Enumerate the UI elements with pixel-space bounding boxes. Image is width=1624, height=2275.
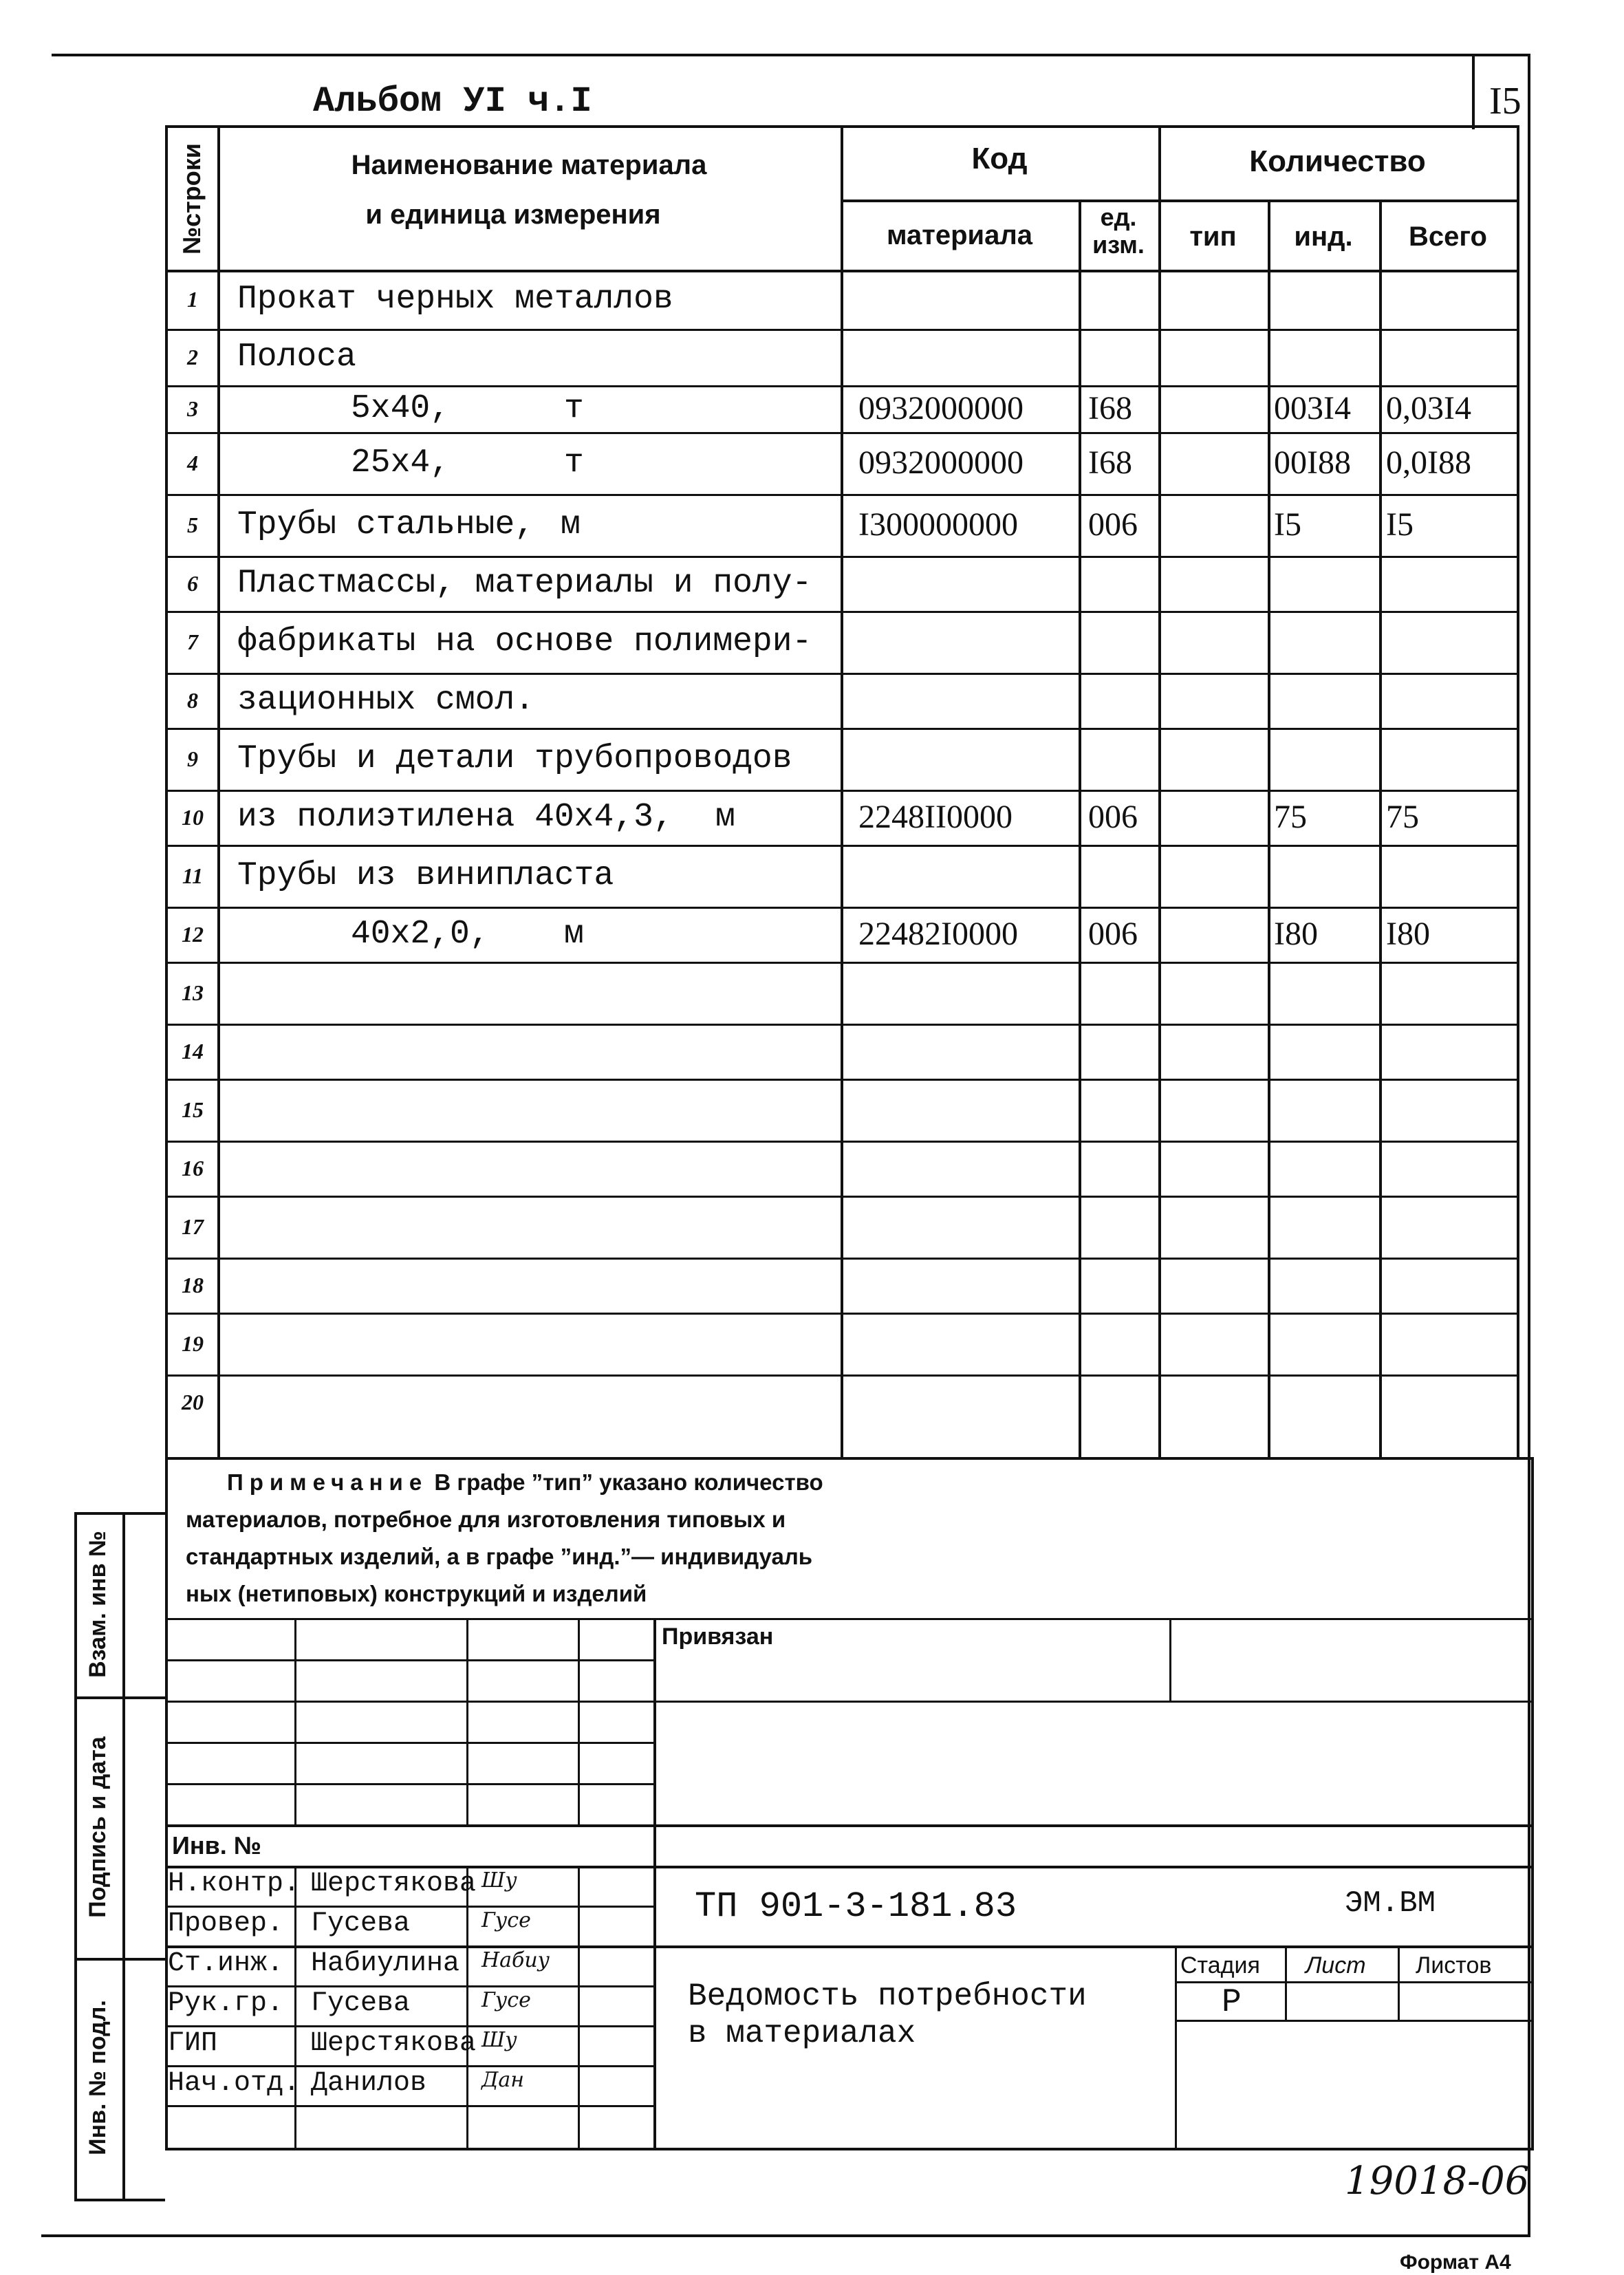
sheet-label: Лист	[1306, 1952, 1366, 1979]
row-number: 16	[182, 1156, 204, 1180]
row-divider	[165, 329, 1519, 331]
row-number: 6	[187, 571, 198, 596]
qty-ind: 00I88	[1274, 444, 1351, 481]
stage-left	[1175, 1945, 1177, 2148]
note-prefix: Примечание	[227, 1469, 429, 1495]
code-group-header: Код	[971, 142, 1028, 175]
role-person: Гусева	[311, 1988, 411, 2019]
name-header-line1: Наименование материала	[351, 150, 707, 180]
privyazan-label: Привязан	[662, 1624, 774, 1650]
material-name: Трубы из винипласта	[237, 857, 614, 894]
stamp-v4	[653, 1618, 656, 2150]
stamp-v3	[578, 1618, 580, 1824]
stage-value: Р	[1222, 1984, 1242, 2021]
qty-group-header: Количество	[1249, 144, 1426, 178]
document-title-line1: Ведомость потребности	[688, 1979, 1087, 2014]
album-title: Альбом УI ч.I	[313, 81, 592, 122]
stamp-h3	[165, 1742, 653, 1744]
role-person: Шерстякова	[311, 2028, 477, 2059]
row-divider	[165, 1374, 1519, 1377]
row-divider	[165, 1024, 1519, 1026]
frame-bottom	[41, 2234, 1530, 2237]
col-sep-code	[1079, 200, 1081, 1460]
note-block	[186, 1464, 1217, 1613]
header-sub	[841, 200, 1519, 202]
row-number: 2	[187, 345, 198, 369]
note-line-3: стандартных изделий, а в графе ”инд.”— индивидуаль	[186, 1544, 813, 1569]
note-line-2: материалов, потребное для изготовления типовых и	[186, 1507, 786, 1532]
qty-total-header: Всего	[1409, 222, 1487, 252]
material-name-unit: т	[564, 444, 584, 482]
qty-type-header: тип	[1189, 222, 1237, 252]
stage-h1	[1175, 1981, 1531, 1983]
row-number: 4	[187, 451, 198, 475]
qty-ind: 75	[1274, 799, 1307, 835]
role-signature: Набиу	[481, 1948, 550, 1972]
row-number: 13	[182, 980, 204, 1005]
table-bottom	[165, 1457, 1534, 1460]
row-number: 1	[187, 287, 198, 312]
material-name: из полиэтилена 40х4,3,	[237, 799, 673, 836]
stamp-v3b	[578, 1866, 580, 2150]
row-divider	[165, 962, 1519, 964]
qty-total: I5	[1386, 506, 1414, 543]
row-number: 12	[182, 922, 204, 947]
col-sep-ind	[1379, 200, 1382, 1460]
side-bottom	[74, 2199, 165, 2201]
unit-code: I68	[1088, 390, 1132, 427]
unit-code: I68	[1088, 444, 1132, 481]
note-line1-text: В графе ”тип” указано количество	[434, 1469, 823, 1495]
role-person: Данилов	[311, 2068, 427, 2099]
stamp-v2b	[466, 1866, 468, 2150]
role-title: Ст.инж.	[168, 1948, 284, 1979]
unit-code: 006	[1088, 799, 1138, 835]
stamp-v1	[294, 1618, 296, 1824]
material-code: I300000000	[858, 506, 1018, 543]
row-number: 17	[182, 1214, 204, 1239]
qty-total: 0,0I88	[1386, 444, 1471, 481]
table-right	[1517, 125, 1519, 1460]
stamp-h5	[165, 1824, 1531, 1827]
note-line-4: ных (нетиповых) конструкций и изделий	[186, 1581, 647, 1606]
stamp-h7	[165, 1906, 653, 1908]
stamp-h2	[165, 1701, 1531, 1703]
stamp-bottom	[165, 2148, 1531, 2150]
handwritten-archive-number: 19018-06	[1345, 2159, 1530, 2203]
side-col-left	[74, 1512, 77, 2200]
qty-ind: I5	[1274, 506, 1301, 543]
stamp-h12	[165, 2105, 653, 2107]
role-title: Рук.гр.	[168, 1988, 284, 2019]
role-signature: Шу	[481, 2028, 517, 2052]
row-number: 3	[187, 396, 198, 421]
stamp-right	[1531, 1457, 1534, 2150]
row-number-header: №строки	[177, 143, 206, 255]
row-divider	[165, 1258, 1519, 1260]
doc-mark: ЭМ.ВМ	[1345, 1886, 1436, 1921]
unit-code: 006	[1088, 916, 1138, 952]
material-code: 0932000000	[858, 444, 1024, 481]
row-divider	[165, 611, 1519, 613]
document-title-line2: в материалах	[688, 2016, 916, 2051]
row-divider	[165, 1196, 1519, 1198]
sheets-label: Листов	[1416, 1952, 1492, 1979]
row-divider	[165, 1141, 1519, 1143]
row-number: 7	[187, 629, 198, 654]
col-sep-name	[841, 125, 843, 1460]
role-signature: Гусе	[481, 1908, 531, 1932]
row-number: 14	[182, 1039, 204, 1064]
row-number: 11	[182, 863, 204, 888]
side-label-podpis: Подпись и дата	[85, 1736, 111, 1918]
row-number: 5	[187, 513, 198, 537]
qty-total: 75	[1386, 799, 1419, 835]
row-number: 19	[182, 1331, 204, 1356]
stamp-v1b	[294, 1866, 296, 2150]
material-name: Пластмассы, материалы и полу-	[237, 565, 812, 602]
frame-right	[1528, 54, 1530, 2234]
stamp-v2	[466, 1618, 468, 1824]
material-name: Полоса	[237, 338, 356, 376]
material-name: фабрикаты на основе полимери-	[237, 623, 812, 660]
qty-ind-header: инд.	[1294, 222, 1353, 252]
material-name-unit: м	[715, 799, 735, 836]
role-title: ГИП	[168, 2028, 218, 2059]
code-material-header: материала	[886, 220, 1033, 250]
material-code: 0932000000	[858, 390, 1024, 427]
side-label-inv-podl: Инв. № подл.	[85, 2000, 111, 2155]
stamp-h4	[165, 1783, 653, 1785]
material-name: 40х2,0,	[351, 916, 490, 953]
material-name-unit: т	[564, 390, 584, 427]
row-divider	[165, 1313, 1519, 1315]
material-code: 22482I0000	[858, 916, 1018, 952]
sheet-number: I5	[1489, 80, 1522, 122]
row-divider	[165, 385, 1519, 387]
code-unit-header: ед. изм.	[1092, 203, 1145, 259]
row-number: 9	[187, 746, 198, 771]
note-line-1	[186, 1464, 1217, 1501]
role-signature: Шу	[481, 1868, 517, 1893]
role-person: Шерстякова	[311, 1868, 477, 1899]
col-sep-num	[217, 125, 220, 1460]
stamp-h9	[165, 1985, 653, 1987]
table-left	[165, 125, 168, 1460]
row-divider	[165, 1079, 1519, 1081]
row-divider	[165, 556, 1519, 558]
qty-total: 0,03I4	[1386, 390, 1471, 427]
role-signature: Гусе	[481, 1988, 531, 2012]
row-number: 18	[182, 1273, 204, 1297]
material-code: 2248II0000	[858, 799, 1013, 835]
material-name: зационных смол.	[237, 682, 535, 719]
project-code: ТП 901-3-181.83	[695, 1886, 1017, 1927]
col-sep-type	[1268, 200, 1270, 1460]
role-signature: Дан	[481, 2068, 525, 2092]
stamp-h1	[165, 1659, 653, 1661]
stamp-h10	[165, 2025, 653, 2027]
row-divider	[165, 728, 1519, 730]
material-name: Трубы и детали трубопроводов	[237, 740, 792, 777]
stamp-top	[165, 1618, 1534, 1620]
material-name: Трубы стальные,	[237, 506, 535, 543]
material-name-unit: м	[561, 506, 581, 543]
row-divider	[165, 432, 1519, 434]
row-divider	[165, 494, 1519, 496]
inv-no-label: Инв. №	[172, 1831, 261, 1859]
stamp-h11	[165, 2065, 653, 2067]
unit-code: 006	[1088, 506, 1138, 543]
col-sep-unit	[1158, 125, 1161, 1460]
role-title: Н.контр.	[168, 1868, 301, 1899]
role-title: Нач.отд.	[168, 2068, 301, 2099]
side-col-right	[122, 1512, 125, 2200]
qty-total: I80	[1386, 916, 1430, 952]
privyazan-divider	[1169, 1618, 1171, 1701]
header-top	[165, 125, 1519, 128]
row-number: 15	[182, 1097, 204, 1122]
row-divider	[165, 907, 1519, 909]
role-title: Провер.	[168, 1908, 284, 1939]
sheet-number-divider	[1472, 54, 1475, 129]
format-label: Формат А4	[1400, 2251, 1511, 2274]
row-number: 20	[182, 1390, 204, 1414]
material-name: 5х40,	[351, 390, 451, 427]
qty-ind: I80	[1274, 916, 1318, 952]
material-name: 25х4,	[351, 444, 451, 482]
qty-ind: 003I4	[1274, 390, 1351, 427]
stage-label: Стадия	[1180, 1952, 1260, 1979]
row-number: 10	[182, 805, 204, 830]
role-person: Гусева	[311, 1908, 411, 1939]
row-divider	[165, 790, 1519, 792]
header-bottom	[165, 270, 1519, 272]
row-number: 8	[187, 688, 198, 713]
row-divider	[165, 845, 1519, 847]
name-header-line2: и единица измерения	[365, 200, 661, 230]
role-person: Набиулина	[311, 1948, 460, 1979]
row-divider	[165, 673, 1519, 675]
frame-top	[52, 54, 1530, 56]
side-label-vzam: Взам. инв №	[85, 1531, 111, 1678]
material-name-unit: м	[564, 916, 584, 953]
material-name: Прокат черных металлов	[237, 281, 673, 318]
